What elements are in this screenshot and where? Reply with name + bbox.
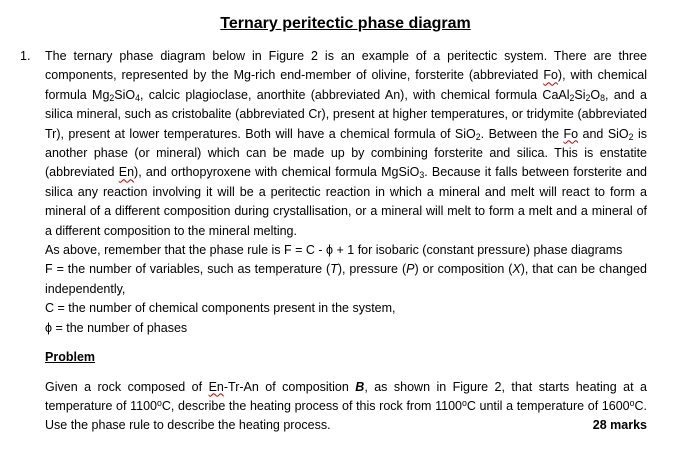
phase-rule-line: As above, remember that the phase rule is F = C - ϕ + 1 for isobaric (constant pressure) phase diagrams [45, 243, 623, 258]
question-number: 1. [20, 49, 31, 63]
f-definition: F = the number of variables, such as temperature (T), pressure (P) or composition (X), that can be changed independently, [45, 262, 647, 296]
question-body [45, 47, 647, 436]
fo-abbrev: Fo [563, 126, 579, 141]
problem-heading: Problem [45, 350, 96, 365]
phi-definition: ϕ = the number of phases [45, 320, 188, 335]
en-abbrev: En [118, 165, 135, 180]
fo-abbrev: Fo [543, 68, 558, 83]
intro-paragraph: The ternary phase diagram below in Figure 2 is an example of a peritectic system. There are three components, represented by the Mg-rich end-member of olivine, forsterite (abbreviated Fo), with chemical formula $Mg_2SiO_4$, calcic plagioclase, anorthite (abbreviated An), with chemical formula $CaAl_2Si_2O_8$, and a silica mineral, such as cristobalite (abbreviated Cr), present at higher temperatures, or tridymite (abbreviated Tr), present at lower temperatures. Both will have a chemical formula of SiO$_2$. Between the Fo and SiO$_2$ is another phase (or mineral) which can be made up by combining forsterite and silica. This is enstatite (abbreviated En), and orthopyroxene with chemical formula MgSiO$_3$. Because it falls between forsterite and silica any reaction involving it will be a peritectic reaction in which a mineral and melt will react to form a mineral of a different composition during crystallisation, or a mineral will melt to form a melt and a mineral of a different composition to the mineral melting. [45, 49, 647, 238]
problem-text: Given a rock composed of En-Tr-An of composition B, as shown in Figure 2, that starts heating at a temperature of 1100$^o$C, describe the heating process of this rock from 1100$^o$C until a temperature of 1600$^o$C. Use the phase rule to describe the heating process. 28 marks [45, 378, 647, 436]
page-title: Ternary peritectic phase diagram [220, 15, 471, 32]
marks-label: 28 marks [592, 418, 647, 433]
en-abbrev: En [208, 379, 224, 394]
c-definition: C = the number of chemical components present in the system, [45, 301, 396, 316]
